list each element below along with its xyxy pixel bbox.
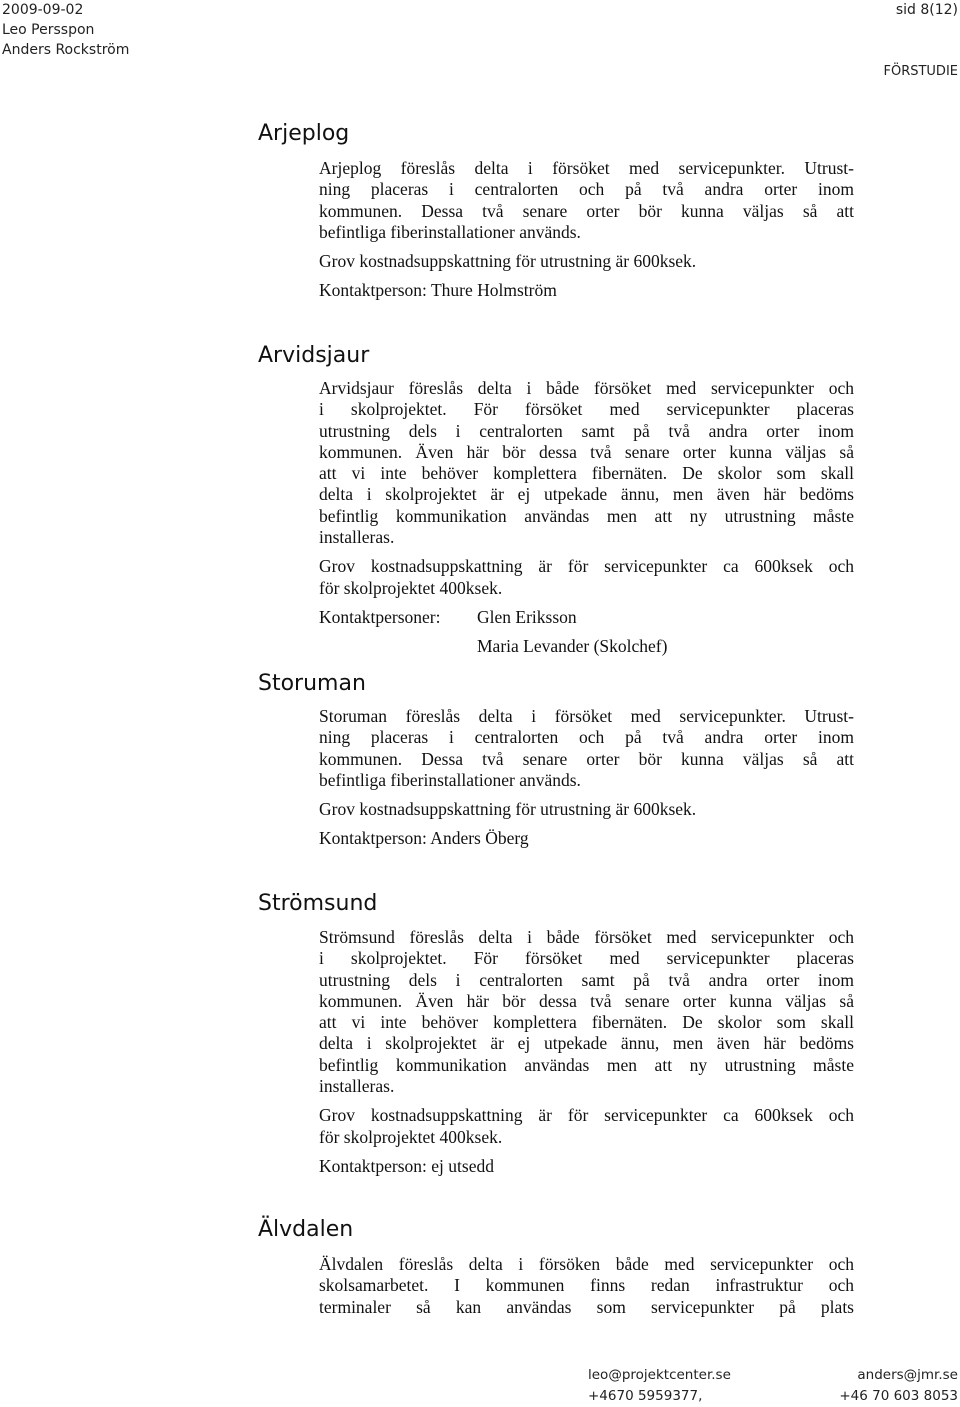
- section-body-stromsund: [319, 927, 854, 1177]
- text-line: Älvdalen föreslås delta i försöken både med servicepunkter och: [319, 1254, 854, 1274]
- text-line: Arvidsjaur föreslås delta i både försöket med servicepunkter och: [319, 378, 854, 398]
- section-title-arvidsjaur: Arvidsjaur: [258, 343, 370, 368]
- section-body-arjeplog: [319, 158, 854, 302]
- author-name: Anders Rockström: [2, 42, 130, 58]
- text-line: ning placeras i centralorten och på två andra orter inom: [319, 727, 854, 748]
- text-line: skolsamarbetet. I kommunen finns redan infrastruktur och: [319, 1275, 854, 1296]
- text-line: kommunen. Dessa två senare orter bör kunna väljas så att: [319, 200, 854, 221]
- section-body-alvdalen: [319, 1254, 854, 1318]
- page-number: sid 8(12): [895, 2, 958, 18]
- cost-estimate: [319, 556, 854, 599]
- text-line: terminaler så kan användas som servicepunkter på plats: [319, 1296, 854, 1317]
- text-line: Kontaktperson: Anders Öberg: [319, 828, 529, 849]
- section-title-alvdalen: Älvdalen: [258, 1217, 354, 1242]
- phone-number: +4670 5959377,: [588, 1388, 703, 1404]
- section-title-arjeplog: Arjeplog: [258, 121, 350, 146]
- text-line: kommunen. Dessa två senare orter bör kunna väljas så att: [319, 748, 854, 769]
- text-line: befintliga fiberinstallationer används.: [319, 221, 581, 242]
- section-title-storuman: Storuman: [258, 671, 366, 696]
- text-line: kommunen. Även här bör dessa två senare orter kunna väljas så: [319, 441, 854, 462]
- text-line: delta i skolprojektet är ej utpekade ännu, men även här bedöms: [319, 1033, 854, 1054]
- text-line: Kontaktperson: Thure Holmström: [319, 280, 557, 301]
- paragraph: [319, 927, 854, 1097]
- text-line: befintliga fiberinstallationer används.: [319, 769, 581, 790]
- cost-estimate: [319, 1105, 854, 1148]
- contact-person: [319, 828, 854, 849]
- contact-name: Maria Levander (Skolchef): [477, 636, 668, 657]
- text-line: Strömsund föreslås delta i både försöket med servicepunkter och: [319, 927, 854, 947]
- cost-estimate: [319, 251, 854, 272]
- paragraph: [319, 1254, 854, 1318]
- text-line: att vi inte behöver komplettera fibernäten. De skolor som skall: [319, 1012, 854, 1033]
- section-body-storuman: [319, 706, 854, 850]
- paragraph: [319, 706, 854, 791]
- paragraph: [319, 158, 854, 243]
- header-left: [2, 0, 129, 60]
- contacts-label: Kontaktpersoner:: [319, 606, 441, 627]
- text-line: installeras.: [319, 527, 395, 548]
- text-line: utrustning dels i centralorten samt på två andra orter inom: [319, 420, 854, 441]
- text-line: att vi inte behöver komplettera fibernäten. De skolor som skall: [319, 463, 854, 484]
- text-line: utrustning dels i centralorten samt på två andra orter inom: [319, 969, 854, 990]
- text-line: kommunen. Även här bör dessa två senare orter kunna väljas så: [319, 990, 854, 1011]
- paragraph: [319, 378, 854, 548]
- text-line: Grov kostnadsuppskattning är för servicepunkter ca 600ksek och: [319, 556, 854, 577]
- section-body-arvidsjaur: [319, 378, 854, 658]
- text-line: delta i skolprojektet är ej utpekade ännu, men även här bedöms: [319, 484, 854, 505]
- text-line: ning placeras i centralorten och på två andra orter inom: [319, 179, 854, 200]
- footer-contact-anders: [839, 1365, 958, 1407]
- contact-person: [319, 1156, 854, 1177]
- author-name: Leo Persspon: [2, 22, 95, 38]
- text-line: Arjeplog föreslås delta i försöket med servicepunkter. Utrust-: [319, 158, 854, 178]
- cost-estimate: [319, 799, 854, 820]
- text-line: för skolprojektet 400ksek.: [319, 577, 503, 598]
- contact-name: Glen Eriksson: [477, 606, 577, 627]
- text-line: befintlig kommunikation användas men att ny utrustning måste: [319, 1054, 854, 1075]
- text-line: befintlig kommunikation användas men att ny utrustning måste: [319, 505, 854, 526]
- contact-persons: [319, 607, 854, 658]
- text-line: för skolprojektet 400ksek.: [319, 1126, 503, 1147]
- text-line: Grov kostnadsuppskattning för utrustning är 600ksek.: [319, 251, 697, 272]
- document-date: 2009-09-02: [2, 2, 84, 18]
- text-line: Storuman föreslås delta i försöket med servicepunkter. Utrust-: [319, 706, 854, 726]
- phone-number: +46 70 603 8053: [839, 1388, 958, 1404]
- text-line: i skolprojektet. För försöket med servicepunkter placeras: [319, 399, 854, 420]
- document-type: FÖRSTUDIE: [883, 64, 958, 79]
- email-address: leo@projektcenter.se: [588, 1367, 731, 1383]
- text-line: i skolprojektet. För försöket med servicepunkter placeras: [319, 948, 854, 969]
- text-line: Grov kostnadsuppskattning är för servicepunkter ca 600ksek och: [319, 1105, 854, 1126]
- footer-contact-leo: [588, 1365, 731, 1407]
- text-line: Grov kostnadsuppskattning för utrustning är 600ksek.: [319, 799, 697, 820]
- contact-person: [319, 280, 854, 301]
- section-title-stromsund: Strömsund: [258, 891, 378, 916]
- email-address: anders@jmr.se: [857, 1367, 958, 1383]
- text-line: Kontaktperson: ej utsedd: [319, 1155, 494, 1176]
- text-line: installeras.: [319, 1076, 395, 1097]
